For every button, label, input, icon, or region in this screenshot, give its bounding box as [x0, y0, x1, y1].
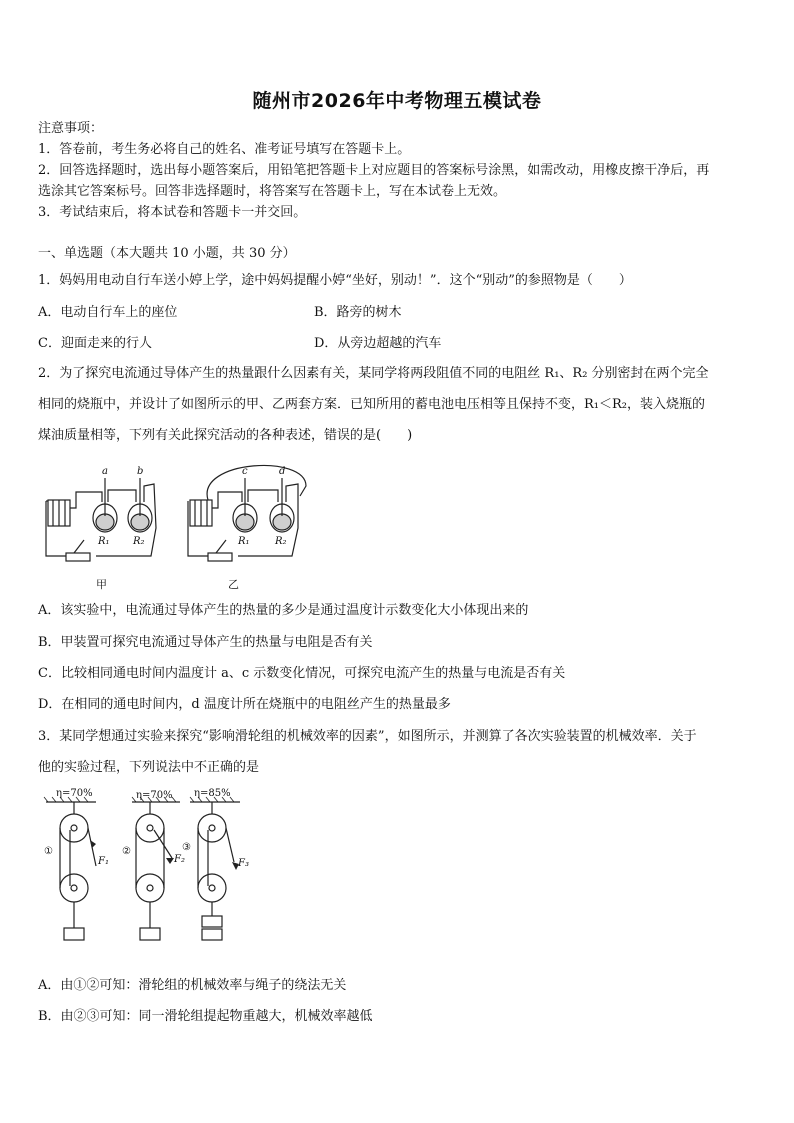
thermometer-c-label: c — [242, 466, 248, 477]
q2-option-d[interactable]: D．在相同的通电时间内，d 温度计所在烧瓶中的电阻丝产生的热量最多 — [38, 697, 451, 712]
section-heading: 一、单选题（本大题共 10 小题，共 30 分） — [38, 246, 296, 261]
q2-stem-line2: 相同的烧瓶中，并设计了如图所示的甲、乙两套方案．已知所用的蓄电池电压相等且保持不变，R₁＜R₂，装入烧瓶的 — [38, 397, 705, 412]
resistor-r2-label: R₂ — [133, 536, 145, 547]
setup-number-3: ③ — [182, 842, 191, 853]
notice-item: 3．考试结束后，将本试卷和答题卡一并交回。 — [38, 205, 307, 220]
resistor-r1-label: R₁ — [98, 536, 110, 547]
q3-stem-line2: 他的实验过程，下列说法中不正确的是 — [38, 760, 260, 775]
thermometer-d-label: d — [279, 466, 286, 477]
thermometer-b-label: b — [137, 466, 144, 477]
q1-option-a[interactable]: A．电动自行车上的座位 — [38, 305, 178, 320]
q2-stem-line3: 煤油质量相等，下列有关此探究活动的各种表述，错误的是( ) — [38, 428, 413, 443]
q2-circuit-figure — [36, 456, 326, 596]
q3-option-b[interactable]: B．由②③可知：同一滑轮组提起物重越大，机械效率越低 — [38, 1009, 373, 1024]
notice-heading: 注意事项： — [38, 121, 104, 136]
figure-jia-caption: 甲 — [96, 578, 107, 591]
q1-option-d[interactable]: D．从旁边超越的汽车 — [314, 336, 442, 351]
q2-option-a[interactable]: A．该实验中，电流通过导体产生的热量的多少是通过温度计示数变化大小体现出来的 — [38, 603, 529, 618]
resistor-r2-label: R₂ — [275, 536, 287, 547]
force-f2-label: F₂ — [174, 854, 185, 865]
force-f3-label: F₃ — [238, 858, 249, 869]
efficiency-label-1: η=70% — [56, 788, 93, 799]
q3-option-a[interactable]: A．由①②可知：滑轮组的机械效率与绳子的绕法无关 — [38, 978, 347, 993]
figure-yi-caption: 乙 — [228, 578, 239, 591]
thermometer-a-label: a — [102, 466, 108, 477]
page-title: 随州市2026年中考物理五模试卷 — [252, 90, 542, 112]
notice-item: 1．答卷前，考生务必将自己的姓名、准考证号填写在答题卡上。 — [38, 142, 411, 157]
q2-stem-line1: 2．为了探究电流通过导体产生的热量跟什么因素有关，某同学将两段阻值不同的电阻丝 R₁、R₂ 分别密封在两个完全 — [38, 366, 709, 381]
efficiency-label-3: η=85% — [194, 788, 231, 799]
q2-option-c[interactable]: C．比较相同通电时间内温度计 a、c 示数变化情况，可探究电流产生的热量与电流是否有关 — [38, 666, 566, 681]
q3-pulley-figure — [40, 786, 280, 956]
q3-stem-line1: 3．某同学想通过实验来探究“影响滑轮组的机械效率的因素”，如图所示，并测算了各次实验装置的机械效率．关于 — [38, 729, 697, 744]
setup-number-2: ② — [122, 846, 131, 857]
efficiency-label-2: η=70% — [136, 790, 173, 801]
q1-stem: 1．妈妈用电动自行车送小婷上学，途中妈妈提醒小婷“坐好，别动！”．这个“别动”的参照物是（ ） — [38, 273, 632, 288]
setup-number-1: ① — [44, 846, 53, 857]
q1-option-c[interactable]: C．迎面走来的行人 — [38, 336, 152, 351]
resistor-r1-label: R₁ — [238, 536, 250, 547]
q2-option-b[interactable]: B．甲装置可探究电流通过导体产生的热量与电阻是否有关 — [38, 635, 373, 650]
q1-option-b[interactable]: B．路旁的树木 — [314, 305, 402, 320]
force-f1-label: F₁ — [98, 856, 109, 867]
notice-item: 2．回答选择题时，选出每小题答案后，用铅笔把答题卡上对应题目的答案标号涂黑，如需改动，用橡皮擦干净后，再 — [38, 163, 710, 178]
notice-item: 选涂其它答案标号。回答非选择题时，将答案写在答题卡上，写在本试卷上无效。 — [38, 184, 507, 199]
